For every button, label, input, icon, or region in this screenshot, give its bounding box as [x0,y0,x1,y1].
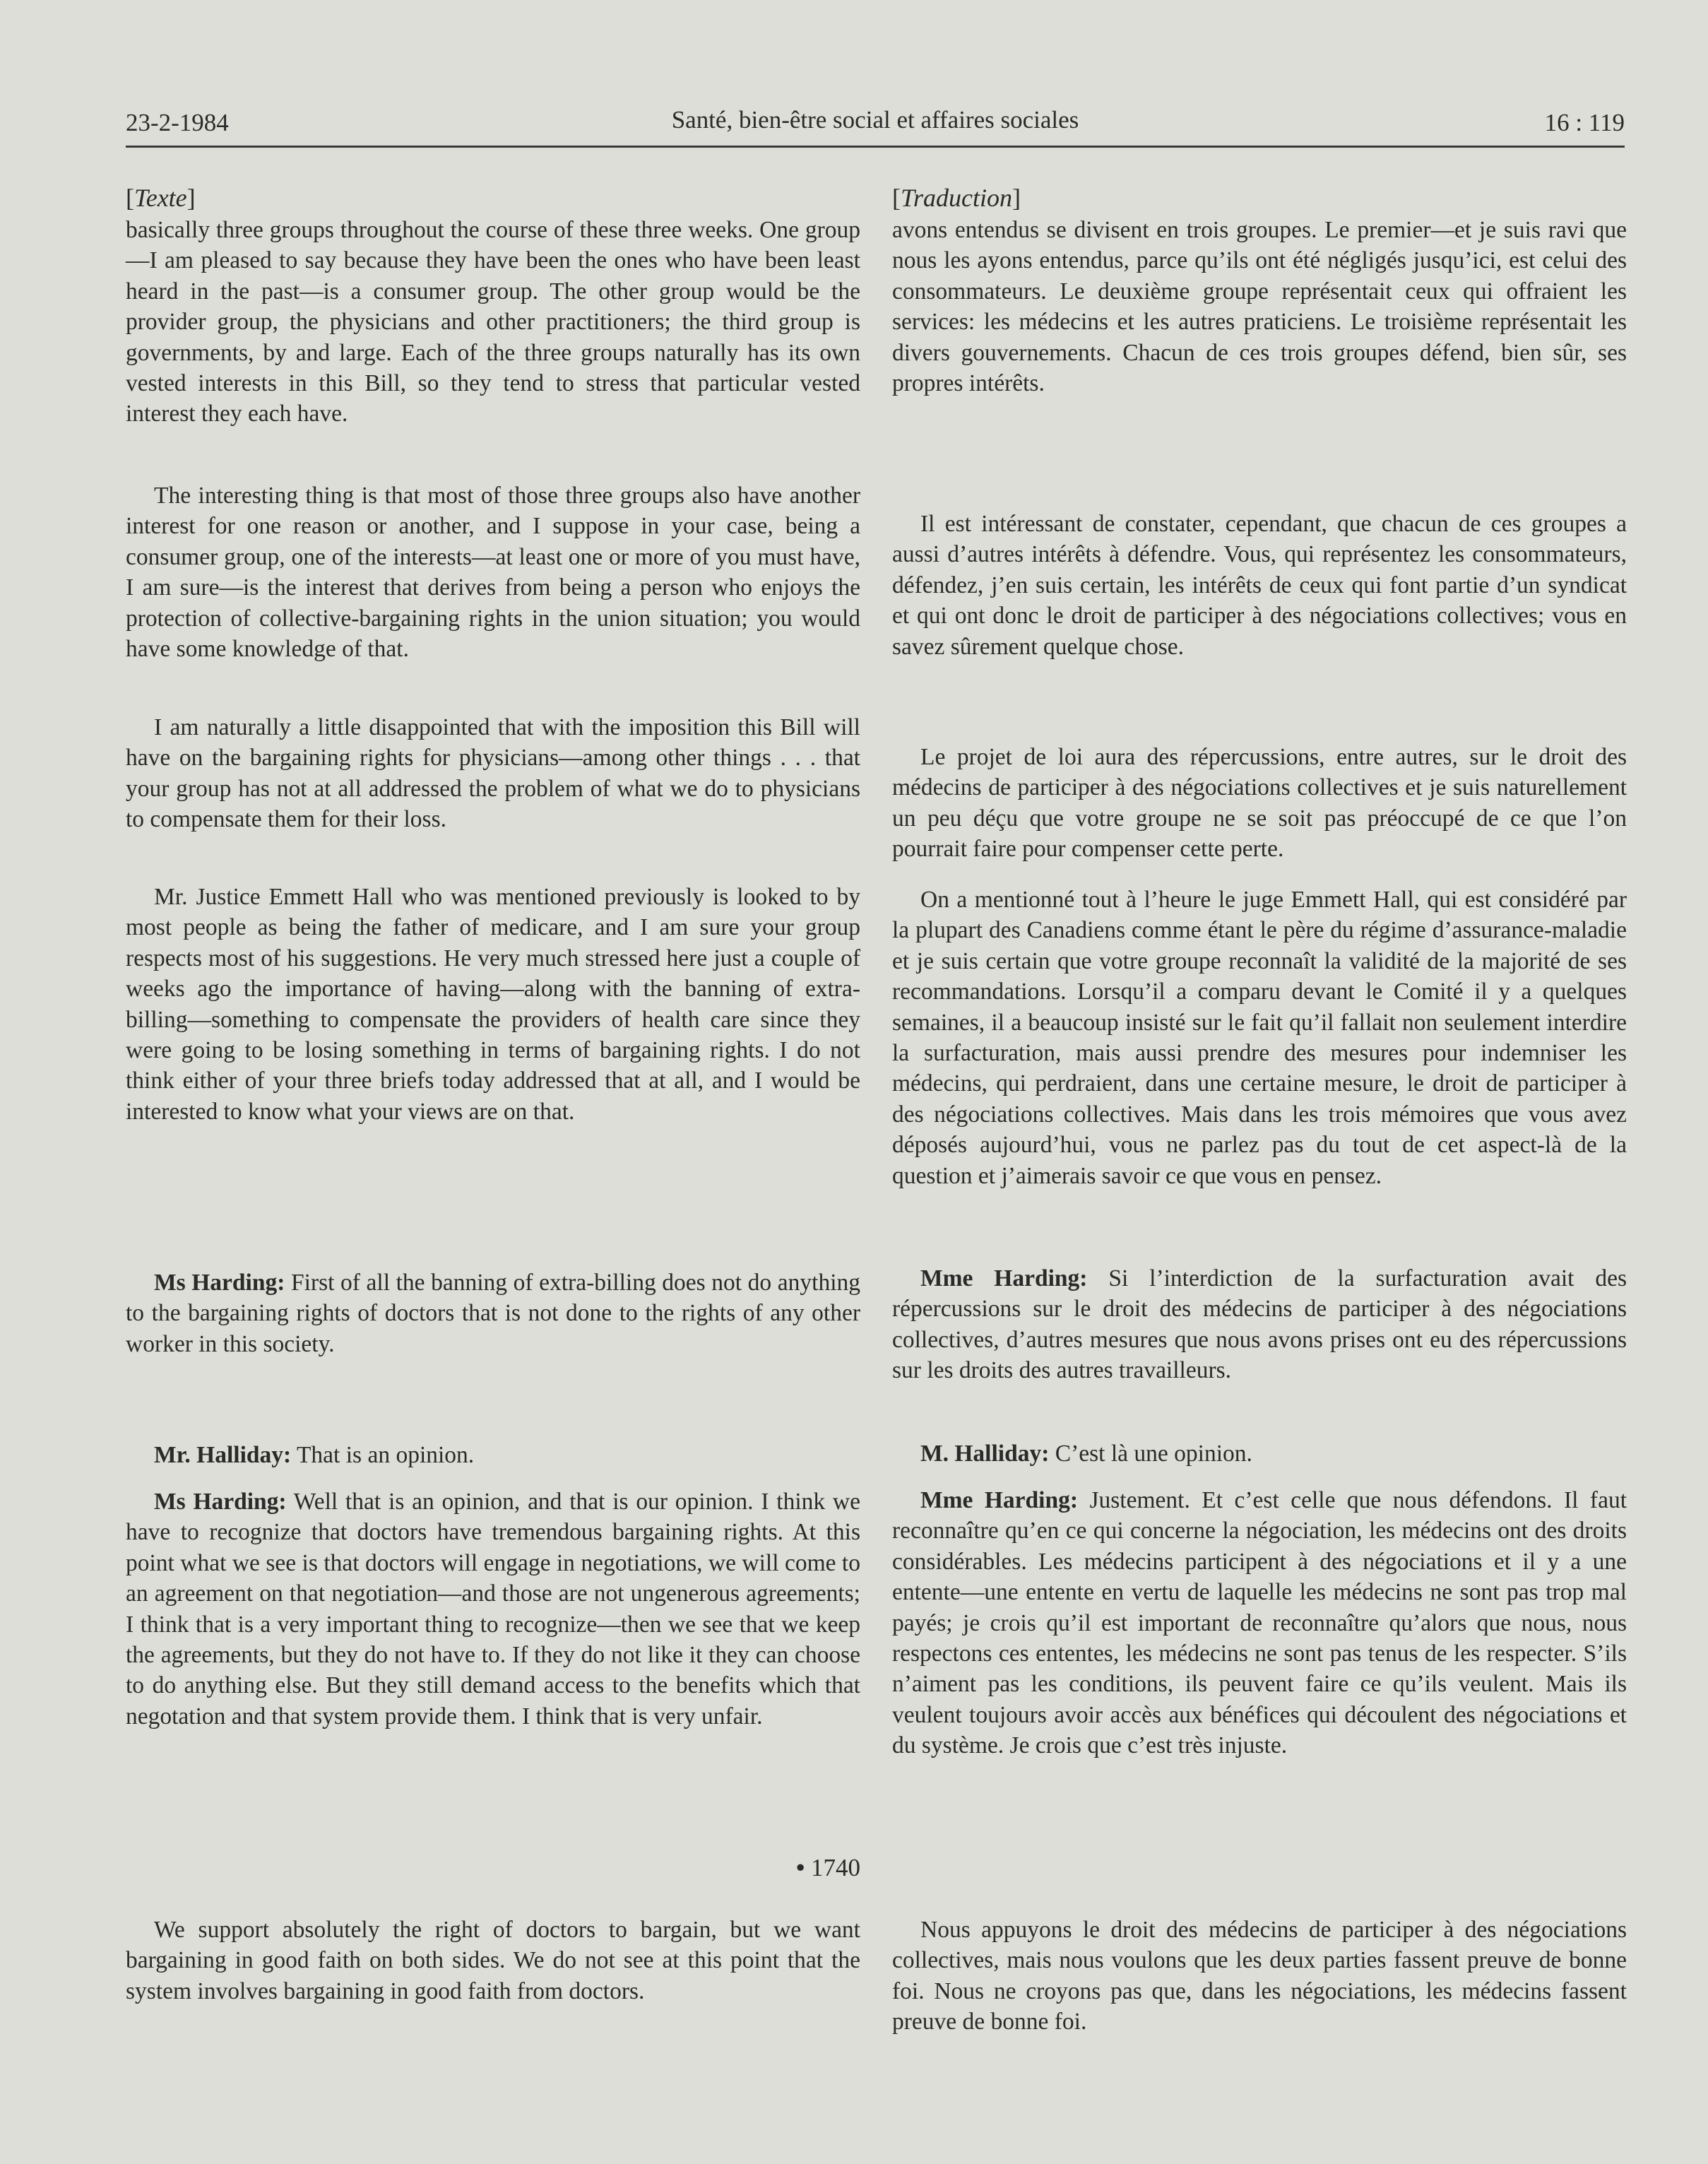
speaker-name: M. Halliday: [920,1441,1050,1467]
right-paragraph-8: Nous appuyons le droit des médecins de participer à des négociations collectives, mais nous voulons que les deux parties fassent preuve de bonne foi. Nous ne croyons pas que, dans les négociations, les médecins fassent preuve de bonne foi. [892,1917,1627,2035]
right-paragraph-6 [892,1438,1627,1469]
right-paragraph-2: Il est intéressant de constater, cependant, que chacun de ces groupes a aussi d’autres intérêts à défendre. Vous, qui représentez les consommateurs, défendez, j’en suis certain, les intérêts de ceux qui font partie d’un syndicat et qui ont donc le droit de participer à des négociations collectives; vous en savez sûrement quelque chose. [892,511,1627,660]
left-paragraph-7 [126,1486,860,1732]
speech-text: That is an opinion. [296,1442,475,1468]
timestamp-value: 1740 [811,1854,860,1881]
speaker-name: Mme Harding: [920,1265,1088,1291]
header-page-number: 16 : 119 [1544,109,1625,136]
speech-text: Si l’interdiction de la surfacturation avait des répercussions sur le droit des médecins de participer à des négociations collectives, d’autres mesures que nous avons prises ont eu des répercussions sur les droits des autres travailleurs. [892,1265,1627,1384]
left-paragraph-1: basically three groups throughout the course of these three weeks. One group—I am pleased to say because they have been the ones who have been least heard in the past—is a consumer group. The other group would be the provider group, the physicians and other practitioners; the third group is governments, by and large. Each of the three groups naturally has its own vested interests in this Bill, so they tend to stress that particular vested interest they each have. [126,217,860,427]
left-paragraph-4: Mr. Justice Emmett Hall who was mentioned previously is looked to by most people as being the father of medicare, and I am sure your group respects most of his suggestions. He very much stressed here just a couple of weeks ago the importance of having—along with the banning of extra- billing—something to compensate the providers of health care since they were going to be losing something in terms of bargaining rights. I do not think either of your three briefs today addressed that at all, and I would be interested to know what your views are on that. [126,884,860,1125]
header-date: 23-2-1984 [126,109,229,136]
left-paragraph-3: I am naturally a little disappointed that with the imposition this Bill will have on the bargaining rights for physicians—among other things . . . that your group has not at all addressed the problem of what we do to physicians to compensate them for their loss. [126,714,860,833]
bullet-icon: • [795,1854,805,1881]
text-marker: [Texte] [126,184,196,212]
speaker-name: Ms Harding: [154,1270,285,1296]
page-header [126,106,1625,148]
speech-text: First of all the banning of extra-billing does not do anything to the bargaining rights of doctors that is not done to the rights of any other worker in this society. [126,1270,861,1357]
speech-text: C’est là une opinion. [1055,1441,1252,1467]
speech-text: Well that is an opinion, and that is our opinion. I think we have to recognize that doctors have tremendous bargaining rights. At this point what we see is that doctors will engage in negotiations, we will come to an agreement on that negotiation—and those are not ungenerous agreements; I think that is a very important thing to recognize—then we see that we keep the agreements, but they do not have to. If they do not like it they can choose to do anything else. But they still demand access to the benefits which that negotation and that system provide them. I think that is very unfair. [126,1489,860,1730]
left-paragraph-8: We support absolutely the right of doctors to bargain, but we want bargaining in good faith on both sides. We do not see at this point that the system involves bargaining in good faith from doctors. [126,1917,860,2004]
translation-marker: [Traduction] [892,184,1021,212]
right-paragraph-5 [892,1263,1627,1386]
speaker-name: Mme Harding: [920,1487,1079,1513]
left-paragraph-2: The interesting thing is that most of those three groups also have another interest for one reason or another, and I suppose in your case, being a consumer group, one of the interests—at least one or more of you must have, I am sure—is the interest that derives from being a person who enjoys the protection of collective-bargaining rights in the union situation; you would have some knowledge of that. [126,483,860,663]
timestamp [796,1852,860,1884]
left-paragraph-6 [126,1440,860,1470]
left-paragraph-5 [126,1267,860,1359]
right-paragraph-3: Le projet de loi aura des répercussions, entre autres, sur le droit des médecins de participer à des négociations collectives et je suis naturellement un peu déçu que votre groupe ne se soit pas préoccupé de ce que l’on pourrait faire pour compenser cette perte. [892,744,1627,863]
right-paragraph-4: On a mentionné tout à l’heure le juge Emmett Hall, qui est considéré par la plupart des Canadiens comme étant le père du régime d’assurance-maladie et je suis certain que votre groupe reconnaît la validité de la majorité de ses recommandations. Lorsqu’il a comparu devant le Comité il y a quelques semaines, il a beaucoup insisté sur le fait qu’il fallait non seulement interdire la surfacturation, mais aussi prendre des mesures pour indemniser les médecins, qui perdraient, dans une certaine mesure, le droit de participer à des négociations collectives. Mais dans les trois mémoires que vous avez déposés aujourd’hui, vous ne parlez pas du tout de cet aspect-là de la question et j’aimerais savoir ce que vous en pensez. [892,887,1627,1189]
header-title: Santé, bien-être social et affaires sociales [671,106,1079,134]
right-paragraph-7 [892,1485,1627,1761]
right-paragraph-1: avons entendus se divisent en trois groupes. Le premier—et je suis ravi que nous les ayons entendus, parce qu’ils ont été négligés jusqu’ici, est celui des consommateurs. Le deuxième groupe représentait ceux qui offraient les services: les médecins et les autres praticiens. Le troisième représentait les divers gouvernements. Chacun de ces trois groupes défend, bien sûr, ses propres intérêts. [892,217,1627,397]
speech-text: Justement. Et c’est celle que nous défendons. Il faut reconnaître qu’en ce qui concerne la négociation, les médecins ont des droits considérables. Les médecins participent à des négociations et il y a une entente—une entente en vertu de laquelle les médecins ne sont pas trop mal payés; je crois qu’il est important de reconnaître qu’alors que nous, nous respectons ces ententes, les médecins ne sont pas tenus de les respecter. S’ils n’aiment pas les conditions, ils peuvent faire ce qu’ils veulent. Mais ils veulent toujours avoir accès aux bénéfices qui découlent des négociations et du système. Je crois que c’est très injuste. [892,1487,1627,1759]
speaker-name: Mr. Halliday: [154,1442,292,1468]
speaker-name: Ms Harding: [154,1489,287,1515]
